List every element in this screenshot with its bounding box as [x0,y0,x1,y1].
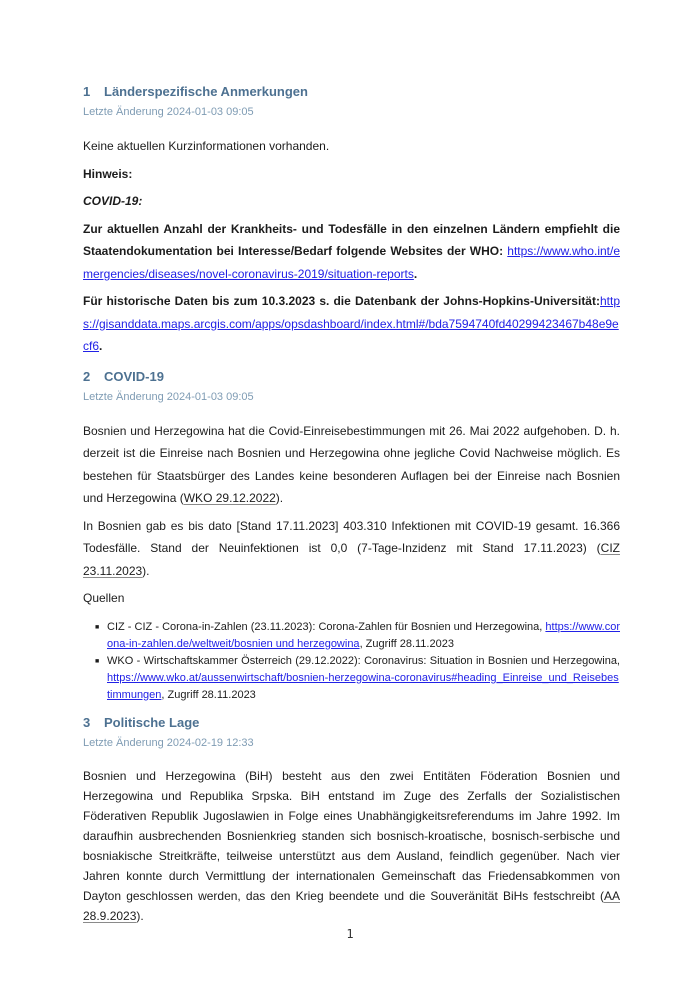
section-3-last-modified: Letzte Änderung 2024-02-19 12:33 [83,736,254,749]
jhu-dashboard-link[interactable]: https://gisanddata.maps.arcgis.com/apps/opsdashboard/index.html#/bda7594740fd40299423467b48e9ecf6 [83,294,620,353]
section-politische-lage [83,715,620,926]
section-3-heading [83,715,620,730]
political-situation-end: ). [136,908,144,923]
sources-list [83,619,620,704]
jhu-paragraph-text: Für historische Daten bis zum 10.3.2023 s. die Datenbank der Johns-Hopkins-Universität: [83,294,600,308]
covid-entry-rules-paragraph [83,420,620,510]
who-paragraph [83,218,620,286]
section-1-number: 1 [83,84,91,99]
section-laenderspezifische-anmerkungen [83,84,620,358]
political-situation-text: Bosnien und Herzegowina (BiH) besteht aus den zwei Entitäten Föderation Bosnien und Herzegowina und Republika Srpska. BiH entstand im Zuge des Zerfalls der Sozialistischen Föderativen Republik Jugoslawien in Folge eines Unabhängigkeitsreferendums im Jahre 1992. Im daraufhin ausbrechenden Bosnienkrieg standen sich bosnisch-kroatische, bosnisch-serbische und bosniakische Streitkräfte, teilweise unterstützt aus dem Ausland, feindlich gegenüber. Nach vier Jahren konnte durch Vermittlung der internationalen Gemeinschaft das Friedensabkommen von Dayton geschlossen werden, das den Krieg beendete und die Souveränität BiHs festschreibt ( [83,768,620,903]
section-2-number: 2 [83,368,91,384]
page-number: 1 [346,927,354,941]
who-paragraph-period: . [413,266,418,281]
covid-19-label: COVID-19: [83,194,143,208]
hinweis-label: Hinweis: [83,166,133,181]
jhu-paragraph [83,290,620,358]
wko-coronavirus-link[interactable]: https://www.wko.at/aussenwirtschaft/bosnien-herzegowina-coronavirus#heading_Einreise_und_Reisebestimmungen [107,671,619,701]
source-wko-access-date: , Zugriff 28.11.2023 [161,688,256,701]
section-1-heading [83,84,620,99]
source-item-wko [95,653,620,704]
bullet-square-icon: ■ [95,657,100,665]
covid-statistics-end: ). [142,563,150,578]
covid-entry-rules-end: ). [275,491,284,505]
document-content [83,84,620,931]
aa-citation-link[interactable]: AA 28.9.2023 [83,888,620,923]
source-ciz-text: CIZ - CIZ - Corona-in-Zahlen (23.11.2023): Corona-Zahlen für Bosnien und Herzegowina, [107,620,546,633]
source-wko-text: WKO - Wirtschaftskammer Österreich (29.12.2022): Coronavirus: Situation in Bosnien und Herzegowina, [107,654,620,667]
covid-statistics-paragraph [83,515,620,583]
covid-entry-rules-text: Bosnien und Herzegowina hat die Covid-Einreisebestimmungen mit 26. Mai 2022 aufgehoben. D. h. derzeit ist die Einreise nach Bosnien und Herzegowina ohne jegliche Covid Nachweise möglich. Es bestehen für Staatsbürger des Landes keine besonderen Auflagen bei der Einreise nach Bosnien und Herzegowina ( [83,423,620,505]
corona-in-zahlen-link[interactable]: https://www.corona-in-zahlen.de/weltweit/bosnien und herzegowina [107,620,620,650]
no-current-info-paragraph: Keine aktuellen Kurzinformationen vorhanden. [83,139,330,153]
section-1-title: Länderspezifische Anmerkungen [104,84,308,99]
source-item-ciz [95,619,620,653]
political-situation-paragraph [83,766,620,926]
jhu-paragraph-period: . [99,339,103,353]
source-ciz-access-date: , Zugriff 28.11.2023 [359,637,454,650]
covid-statistics-text: In Bosnien gab es bis dato [Stand 17.11.2023] 403.310 Infektionen mit COVID-19 gesamt. 16.366 Todesfälle. Stand der Neuinfektionen ist 0,0 (7-Tage-Inzidenz mit Stand 17.11.2023) ( [83,518,620,555]
section-1-last-modified: Letzte Änderung 2024-01-03 09:05 [83,106,254,118]
section-3-title: Politische Lage [104,714,200,730]
section-2-last-modified: Letzte Änderung 2024-01-03 09:05 [83,390,254,403]
bullet-square-icon: ■ [95,623,100,631]
who-situation-reports-link[interactable]: https://www.who.int/emergencies/diseases/novel-coronavirus-2019/situation-reports [83,244,620,281]
wko-citation-link[interactable]: WKO 29.12.2022 [183,491,276,505]
section-2-title: COVID-19 [104,368,164,384]
section-3-number: 3 [83,714,91,730]
who-paragraph-text: Zur aktuellen Anzahl der Krankheits- und Todesfälle in den einzelnen Ländern empfiehlt die Staatendokumentation bei Interesse/Bedarf folgende Websites der WHO: [83,221,620,258]
section-2-heading [83,369,620,384]
ciz-citation-link[interactable]: CIZ 23.11.2023 [83,541,620,578]
section-covid-19 [83,369,620,704]
quellen-label: Quellen [83,591,125,605]
